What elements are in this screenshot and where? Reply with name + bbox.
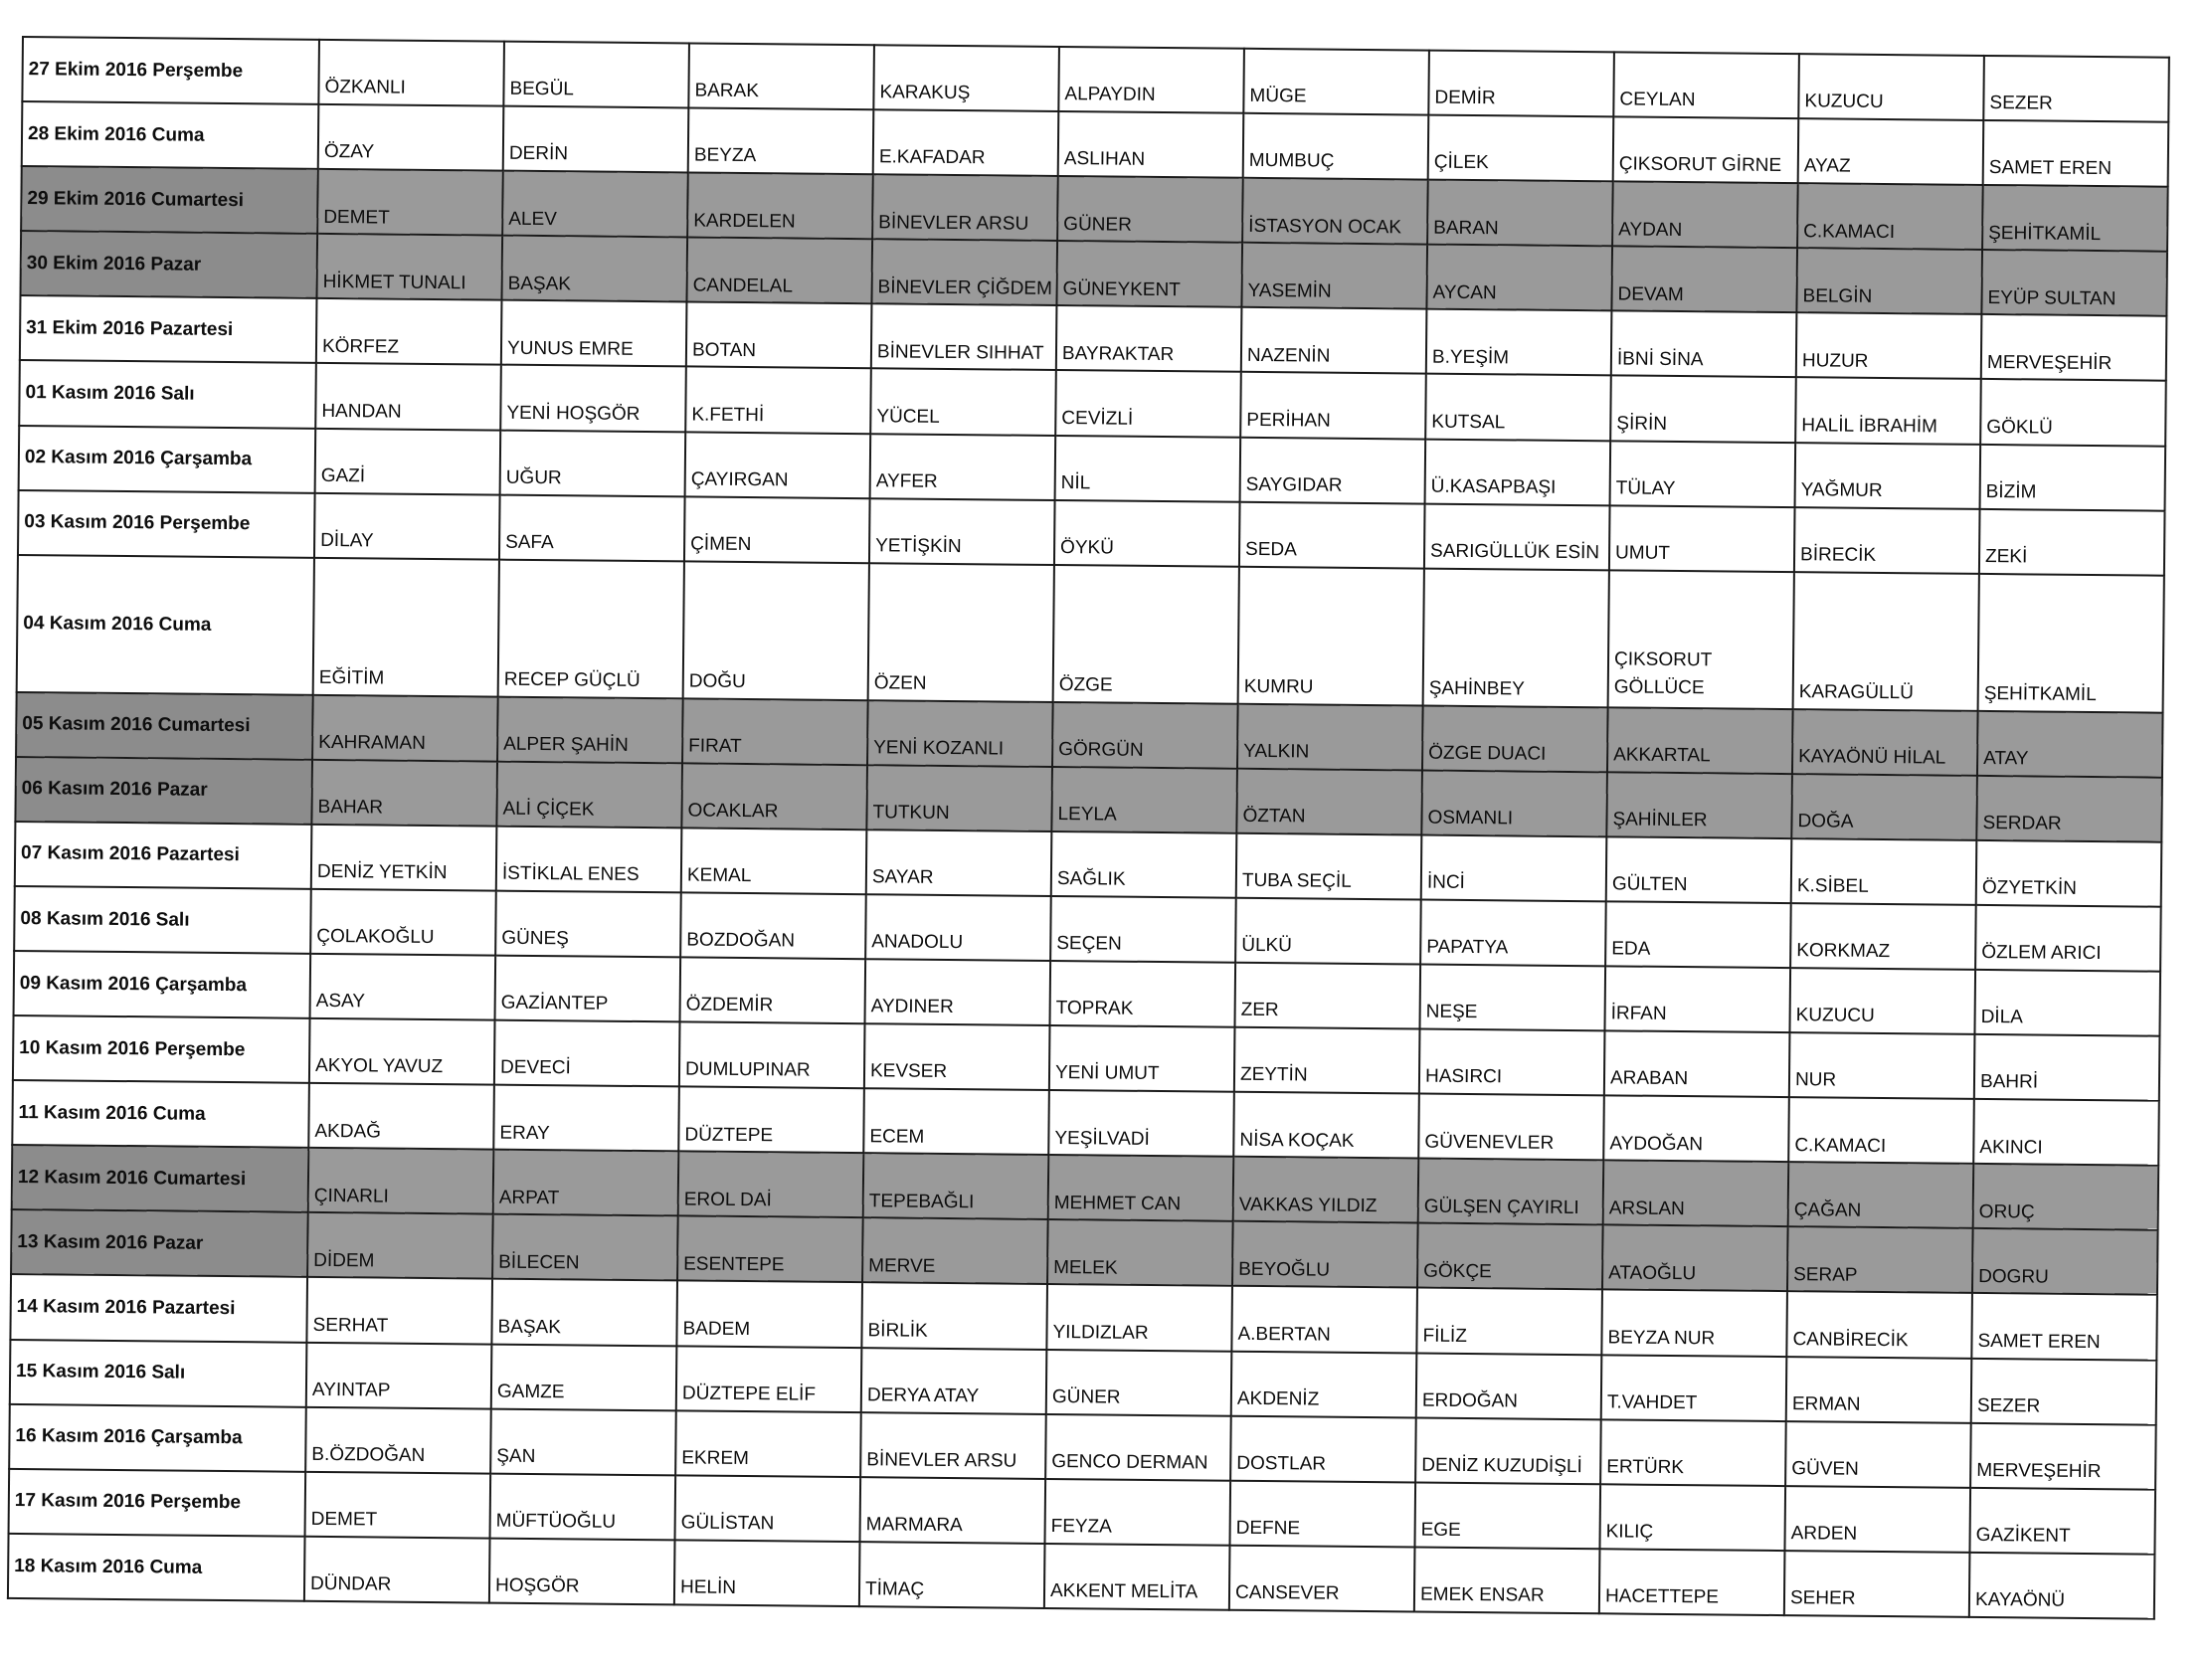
- pharmacy-cell: EYÜP SULTAN: [1981, 250, 2167, 316]
- pharmacy-cell: EGE: [1414, 1482, 1600, 1549]
- date-cell: 08 Kasım 2016 Salı: [14, 886, 311, 954]
- pharmacy-cell: YILDIZLAR: [1046, 1284, 1232, 1351]
- pharmacy-cell: ALİ ÇİÇEK: [496, 761, 682, 828]
- pharmacy-cell: DEMİR: [1428, 51, 1614, 117]
- date-cell: 27 Ekim 2016 Perşembe: [22, 37, 319, 104]
- pharmacy-cell: SAYGIDAR: [1240, 437, 1426, 503]
- pharmacy-cell: AKINCI: [1973, 1099, 2159, 1166]
- pharmacy-cell: BİRECİK: [1794, 507, 1980, 574]
- pharmacy-cell: SAĞLIK: [1051, 831, 1237, 898]
- pharmacy-cell: GÜLİSTAN: [675, 1475, 861, 1542]
- pharmacy-cell: İSTASYON OCAK: [1242, 178, 1428, 245]
- date-cell: 12 Kasım 2016 Cumartesi: [12, 1145, 309, 1212]
- pharmacy-cell: KAYAÖNÜ HİLAL: [1792, 709, 1978, 776]
- date-cell: 29 Ekim 2016 Cumartesi: [21, 166, 318, 234]
- pharmacy-cell: YUNUS EMRE: [501, 300, 687, 367]
- pharmacy-cell: OSMANLI: [1421, 770, 1607, 836]
- pharmacy-cell: KAYAÖNÜ: [1969, 1553, 2155, 1619]
- pharmacy-cell: CANBİRECİK: [1786, 1292, 1972, 1359]
- pharmacy-cell: AKKENT MELİTA: [1044, 1544, 1230, 1610]
- pharmacy-cell: AKDAĞ: [308, 1083, 494, 1150]
- pharmacy-cell: ZER: [1234, 963, 1420, 1029]
- date-cell: 06 Kasım 2016 Pazar: [15, 757, 312, 825]
- pharmacy-cell: DÜZTEPE ELİF: [676, 1346, 862, 1412]
- pharmacy-cell: YENİ HOŞGÖR: [500, 365, 686, 432]
- pharmacy-cell: SAYAR: [866, 830, 1052, 896]
- pharmacy-cell: GAZİANTEP: [495, 956, 681, 1022]
- pharmacy-cell: HOŞGÖR: [489, 1538, 675, 1604]
- pharmacy-cell: MÜFTÜOĞLU: [490, 1473, 676, 1540]
- pharmacy-cell: BİLECEN: [492, 1214, 678, 1281]
- pharmacy-cell: ÖZDEMİR: [680, 957, 866, 1023]
- pharmacy-cell: AYAZ: [1798, 118, 1984, 185]
- pharmacy-cell: İSTİKLAL ENES: [496, 826, 682, 892]
- pharmacy-cell: GÖKLÜ: [1980, 379, 2166, 446]
- pharmacy-cell: NİSA KOÇAK: [1233, 1092, 1419, 1159]
- pharmacy-cell: ÖZGE DUACI: [1422, 705, 1608, 772]
- pharmacy-cell: DEFNE: [1229, 1480, 1415, 1547]
- pharmacy-cell: BİNEVLER ARSU: [860, 1412, 1046, 1479]
- date-cell: 18 Kasım 2016 Cuma: [8, 1534, 305, 1601]
- pharmacy-cell: KARAGÜLLÜ: [1793, 572, 1979, 711]
- pharmacy-cell: SERDAR: [1976, 776, 2162, 842]
- pharmacy-cell: GÜVENEVLER: [1418, 1094, 1604, 1161]
- pharmacy-cell: İRFAN: [1604, 966, 1790, 1032]
- pharmacy-cell: KORKMAZ: [1790, 903, 1976, 970]
- pharmacy-cell: YEŞİLVADİ: [1048, 1090, 1234, 1157]
- pharmacy-cell: ESENTEPE: [677, 1216, 863, 1283]
- pharmacy-cell: EROL DAİ: [678, 1152, 864, 1218]
- pharmacy-cell: ÖZLEM ARICI: [1975, 905, 2161, 972]
- pharmacy-cell: BEYZA: [688, 108, 874, 175]
- pharmacy-cell: ŞİRİN: [1610, 376, 1796, 443]
- pharmacy-cell: GAZİ: [315, 428, 501, 494]
- pharmacy-cell: YALKIN: [1237, 703, 1423, 770]
- pharmacy-cell: BİNEVLER SIHHAT: [871, 304, 1057, 371]
- pharmacy-cell: EKREM: [675, 1410, 861, 1477]
- table-row: [17, 555, 2164, 713]
- pharmacy-cell: DENİZ KUZUDİŞLİ: [1415, 1417, 1601, 1484]
- pharmacy-cell: ARPAT: [493, 1150, 679, 1216]
- pharmacy-cell: T.VAHDET: [1601, 1355, 1787, 1421]
- pharmacy-cell: SEZER: [1971, 1358, 2157, 1424]
- pharmacy-cell: AYCAN: [1426, 245, 1612, 311]
- pharmacy-cell: DERYA ATAY: [861, 1348, 1047, 1414]
- pharmacy-cell: NİL: [1055, 436, 1241, 502]
- pharmacy-cell: BİNEVLER ARSU: [872, 174, 1058, 241]
- pharmacy-cell: ASLIHAN: [1058, 111, 1244, 178]
- pharmacy-cell: ERDOĞAN: [1416, 1353, 1602, 1419]
- pharmacy-cell: BİRLİK: [861, 1283, 1047, 1350]
- pharmacy-cell: ALPER ŞAHİN: [497, 696, 683, 763]
- date-cell: 07 Kasım 2016 Pazartesi: [15, 822, 312, 889]
- pharmacy-cell: ŞEHİTKAMİL: [1982, 185, 2168, 252]
- pharmacy-cell: BİNEVLER ÇİĞDEM: [871, 239, 1057, 305]
- duty-schedule-sheet: [7, 36, 2170, 1620]
- pharmacy-cell: ERMAN: [1786, 1357, 1972, 1423]
- pharmacy-cell: AYINTAP: [306, 1342, 492, 1408]
- pharmacy-cell: ŞAHİNLER: [1606, 772, 1792, 838]
- pharmacy-cell: SAMET EREN: [1983, 120, 2169, 187]
- pharmacy-cell: HELİN: [674, 1540, 860, 1606]
- pharmacy-cell: HANDAN: [315, 363, 501, 430]
- pharmacy-cell: BAHAR: [311, 760, 497, 827]
- pharmacy-cell: SARIGÜLLÜK ESİN: [1424, 503, 1610, 570]
- date-cell: 13 Kasım 2016 Pazar: [11, 1209, 308, 1277]
- pharmacy-cell: DEVAM: [1611, 247, 1797, 313]
- pharmacy-cell: AKKARTAL: [1607, 707, 1793, 774]
- pharmacy-cell: GÜNEYKENT: [1056, 241, 1242, 307]
- pharmacy-cell: AYFER: [870, 434, 1056, 500]
- pharmacy-cell: BEYOĞLU: [1232, 1221, 1418, 1288]
- pharmacy-cell: KAHRAMAN: [312, 694, 498, 761]
- pharmacy-cell: KEVSER: [864, 1023, 1050, 1090]
- pharmacy-cell: C.KAMACI: [1797, 183, 1983, 250]
- pharmacy-cell: SAFA: [499, 494, 685, 561]
- pharmacy-cell: TOPRAK: [1049, 961, 1235, 1027]
- pharmacy-cell: ÖZTAN: [1236, 768, 1422, 834]
- pharmacy-cell: ECEM: [863, 1088, 1049, 1155]
- pharmacy-cell: SEHER: [1784, 1551, 1970, 1617]
- pharmacy-cell: EDA: [1605, 901, 1791, 968]
- pharmacy-cell: ORUÇ: [1973, 1164, 2159, 1230]
- pharmacy-cell: KUTSAL: [1425, 374, 1611, 441]
- pharmacy-cell: KARDELEN: [687, 173, 873, 240]
- pharmacy-cell: HUZUR: [1796, 313, 1982, 380]
- pharmacy-cell: HİKMET TUNALI: [316, 234, 502, 300]
- pharmacy-cell: DEVECİ: [494, 1020, 680, 1087]
- pharmacy-cell: PERİHAN: [1240, 372, 1426, 439]
- pharmacy-cell: UĞUR: [500, 430, 686, 496]
- date-cell: 14 Kasım 2016 Pazartesi: [10, 1274, 307, 1342]
- pharmacy-cell: MARMARA: [860, 1477, 1046, 1544]
- pharmacy-cell: ŞEHİTKAMİL: [1978, 574, 2164, 713]
- pharmacy-cell: SERHAT: [306, 1277, 492, 1344]
- pharmacy-cell: PAPATYA: [1420, 899, 1606, 966]
- pharmacy-cell: DOĞA: [1791, 774, 1977, 840]
- date-cell: 15 Kasım 2016 Salı: [10, 1339, 307, 1406]
- pharmacy-cell: TÜLAY: [1610, 441, 1796, 507]
- pharmacy-cell: HALİL İBRAHİM: [1795, 378, 1981, 445]
- pharmacy-cell: MÜGE: [1243, 49, 1429, 115]
- pharmacy-cell: BAHRİ: [1974, 1034, 2160, 1101]
- date-cell: 28 Ekim 2016 Cuma: [22, 101, 319, 169]
- pharmacy-cell: MERVE: [862, 1218, 1048, 1285]
- pharmacy-cell: ÇINARLI: [308, 1148, 494, 1214]
- pharmacy-cell: BARAK: [688, 43, 874, 109]
- pharmacy-cell: ŞAHİNBEY: [1423, 568, 1609, 707]
- pharmacy-cell: EMEK ENSAR: [1414, 1547, 1600, 1613]
- pharmacy-cell: DEMET: [305, 1472, 491, 1539]
- pharmacy-cell: KUZUCU: [1789, 968, 1975, 1034]
- pharmacy-cell: NEŞE: [1419, 965, 1605, 1031]
- pharmacy-cell: GÜLŞEN ÇAYIRLI: [1418, 1159, 1604, 1225]
- pharmacy-cell: B.YEŞİM: [1426, 309, 1612, 376]
- pharmacy-cell: VAKKAS YILDIZ: [1233, 1157, 1419, 1223]
- pharmacy-cell: BOTAN: [686, 302, 872, 369]
- pharmacy-cell: ÖZGE: [1053, 565, 1239, 704]
- date-cell: 16 Kasım 2016 Çarşamba: [9, 1404, 306, 1472]
- date-cell: 02 Kasım 2016 Çarşamba: [19, 426, 316, 493]
- pharmacy-cell: GÖRGÜN: [1052, 702, 1238, 769]
- pharmacy-cell: YÜCEL: [870, 369, 1056, 436]
- pharmacy-cell: MUMBUÇ: [1243, 113, 1429, 180]
- pharmacy-cell: ARDEN: [1784, 1486, 1970, 1553]
- pharmacy-cell: ZEKİ: [1979, 509, 2165, 576]
- pharmacy-cell: ÇAĞAN: [1788, 1162, 1974, 1228]
- pharmacy-cell: ÜLKÜ: [1235, 898, 1421, 965]
- pharmacy-cell: FİLİZ: [1416, 1288, 1602, 1355]
- date-cell: 31 Ekim 2016 Pazartesi: [20, 295, 317, 363]
- pharmacy-cell: ANADOLU: [865, 894, 1051, 961]
- pharmacy-cell: HASIRCI: [1419, 1029, 1605, 1096]
- pharmacy-cell: YENİ UMUT: [1049, 1025, 1235, 1092]
- pharmacy-cell: DÜNDAR: [304, 1537, 490, 1603]
- pharmacy-cell: GÜVEN: [1785, 1421, 1971, 1488]
- pharmacy-cell: ZEYTİN: [1234, 1027, 1420, 1094]
- pharmacy-cell: DÜZTEPE: [678, 1087, 864, 1154]
- pharmacy-cell: MEHMET CAN: [1048, 1155, 1234, 1221]
- pharmacy-cell: BEGÜL: [503, 42, 689, 108]
- pharmacy-cell: GENCO DERMAN: [1045, 1414, 1231, 1481]
- pharmacy-cell: İBNİ SİNA: [1611, 311, 1797, 378]
- pharmacy-cell: KUZUCU: [1798, 54, 1984, 120]
- pharmacy-cell: E.KAFADAR: [873, 109, 1059, 176]
- date-cell: 03 Kasım 2016 Perşembe: [18, 490, 315, 558]
- pharmacy-cell: ÖZEN: [868, 563, 1054, 702]
- pharmacy-cell: ARABAN: [1604, 1030, 1790, 1097]
- pharmacy-cell: DEMET: [317, 169, 503, 236]
- pharmacy-cell: K.SİBEL: [1791, 838, 1977, 905]
- pharmacy-cell: RECEP GÜÇLÜ: [498, 559, 684, 698]
- pharmacy-cell: DOSTLAR: [1230, 1415, 1416, 1482]
- pharmacy-cell: AKDENİZ: [1231, 1351, 1417, 1417]
- pharmacy-cell: GÜNEŞ: [495, 890, 681, 957]
- pharmacy-cell: CANSEVER: [1229, 1546, 1415, 1612]
- pharmacy-cell: TUTKUN: [866, 765, 1052, 831]
- pharmacy-cell: DOĞU: [683, 561, 869, 700]
- pharmacy-cell: BOZDOĞAN: [680, 892, 866, 959]
- pharmacy-cell: ERAY: [493, 1085, 679, 1152]
- pharmacy-cell: HACETTEPE: [1599, 1549, 1785, 1615]
- pharmacy-cell: Ü.KASAPBAŞI: [1425, 439, 1611, 505]
- pharmacy-cell: YASEMİN: [1241, 243, 1427, 309]
- pharmacy-cell: MELEK: [1047, 1219, 1233, 1286]
- pharmacy-cell: GÜNER: [1057, 176, 1243, 243]
- pharmacy-cell: MERVEŞEHİR: [1970, 1423, 2156, 1490]
- pharmacy-cell: EĞİTİM: [313, 558, 499, 697]
- pharmacy-cell: BAŞAK: [491, 1279, 677, 1346]
- pharmacy-cell: MERVEŞEHİR: [1981, 314, 2167, 381]
- pharmacy-cell: KARAKUŞ: [873, 45, 1059, 111]
- pharmacy-cell: GAMZE: [491, 1344, 677, 1410]
- pharmacy-cell: SEDA: [1239, 501, 1425, 568]
- pharmacy-cell: UMUT: [1609, 505, 1795, 572]
- date-cell: 05 Kasım 2016 Cumartesi: [16, 692, 313, 760]
- pharmacy-cell: ŞAN: [490, 1408, 676, 1475]
- pharmacy-cell: DERİN: [503, 106, 689, 173]
- pharmacy-duty-table: [7, 36, 2170, 1620]
- pharmacy-cell: KILIÇ: [1599, 1484, 1785, 1551]
- pharmacy-cell: ÖZYETKİN: [1976, 840, 2162, 907]
- pharmacy-cell: ARSLAN: [1603, 1161, 1789, 1227]
- pharmacy-cell: BAŞAK: [501, 236, 687, 302]
- pharmacy-cell: ALPAYDIN: [1058, 47, 1244, 113]
- pharmacy-cell: ÇİMEN: [684, 496, 870, 563]
- pharmacy-cell: C.KAMACI: [1788, 1097, 1974, 1164]
- pharmacy-cell: YAĞMUR: [1795, 443, 1981, 509]
- pharmacy-cell: YENİ KOZANLI: [867, 700, 1053, 767]
- pharmacy-cell: ÖZAY: [318, 104, 504, 171]
- pharmacy-cell: OCAKLAR: [681, 763, 867, 830]
- pharmacy-cell: A.BERTAN: [1231, 1286, 1417, 1353]
- pharmacy-cell: DİLA: [1974, 970, 2160, 1036]
- pharmacy-cell: CEYLAN: [1613, 52, 1799, 118]
- pharmacy-cell: GÜNER: [1046, 1349, 1232, 1415]
- pharmacy-cell: BİZİM: [1980, 444, 2166, 510]
- pharmacy-cell: DİLAY: [314, 493, 500, 560]
- pharmacy-cell: AYDINER: [865, 959, 1051, 1025]
- pharmacy-cell: K.FETHİ: [685, 367, 871, 434]
- date-cell: 30 Ekim 2016 Pazar: [20, 231, 317, 298]
- pharmacy-cell: BARAN: [1427, 180, 1613, 247]
- pharmacy-cell: TİMAÇ: [859, 1542, 1045, 1608]
- pharmacy-cell: SAMET EREN: [1971, 1293, 2157, 1360]
- pharmacy-cell: ÇİLEK: [1428, 115, 1614, 182]
- pharmacy-cell: KÖRFEZ: [316, 298, 502, 365]
- pharmacy-cell: ÇIKSORUT GİRNE: [1613, 116, 1799, 183]
- date-cell: 10 Kasım 2016 Perşembe: [13, 1015, 310, 1083]
- date-cell: 11 Kasım 2016 Cuma: [12, 1080, 309, 1148]
- date-cell: 17 Kasım 2016 Perşembe: [9, 1469, 306, 1537]
- pharmacy-cell: BELGİN: [1796, 248, 1982, 314]
- pharmacy-cell: ÖYKÜ: [1054, 500, 1240, 567]
- pharmacy-cell: DUMLUPINAR: [679, 1021, 865, 1088]
- pharmacy-cell: TUBA SEÇİL: [1236, 833, 1422, 900]
- date-cell: 04 Kasım 2016 Cuma: [17, 555, 314, 695]
- table-body: [8, 37, 2169, 1619]
- pharmacy-cell: YETİŞKİN: [869, 498, 1055, 565]
- pharmacy-cell: GAZİKENT: [1969, 1488, 2155, 1555]
- pharmacy-cell: SEÇEN: [1050, 896, 1236, 963]
- pharmacy-cell: GÖKÇE: [1417, 1223, 1603, 1290]
- pharmacy-cell: SERAP: [1787, 1226, 1973, 1293]
- pharmacy-cell: DİDEM: [307, 1212, 493, 1279]
- pharmacy-cell: NAZENİN: [1241, 307, 1427, 374]
- pharmacy-cell: BAYRAKTAR: [1056, 305, 1242, 372]
- pharmacy-cell: LEYLA: [1051, 767, 1237, 833]
- pharmacy-cell: AKYOL YAVUZ: [309, 1018, 495, 1085]
- pharmacy-cell: AYDOĞAN: [1603, 1095, 1789, 1162]
- pharmacy-cell: CANDELAL: [686, 238, 872, 304]
- pharmacy-cell: İNCİ: [1421, 834, 1607, 901]
- pharmacy-cell: ÇOLAKOĞLU: [310, 889, 496, 956]
- pharmacy-cell: ATAOĞLU: [1602, 1225, 1788, 1292]
- pharmacy-cell: NUR: [1789, 1032, 1975, 1099]
- pharmacy-cell: ALEV: [502, 171, 688, 238]
- pharmacy-cell: DENİZ YETKİN: [311, 825, 497, 891]
- pharmacy-cell: FEYZA: [1044, 1479, 1230, 1546]
- pharmacy-cell: ASAY: [310, 954, 496, 1020]
- pharmacy-cell: B.ÖZDOĞAN: [305, 1406, 491, 1473]
- pharmacy-cell: GÜLTEN: [1606, 836, 1792, 903]
- pharmacy-cell: AYDAN: [1612, 182, 1798, 249]
- date-cell: 01 Kasım 2016 Salı: [19, 360, 316, 428]
- pharmacy-cell: BADEM: [676, 1281, 862, 1348]
- pharmacy-cell: TEPEBAĞLI: [863, 1153, 1049, 1219]
- pharmacy-cell: ERTÜRK: [1600, 1419, 1786, 1486]
- pharmacy-cell: CEVİZLİ: [1055, 370, 1241, 437]
- pharmacy-cell: ÇIKSORUT GÖLLÜCE: [1608, 570, 1794, 709]
- date-cell: 09 Kasım 2016 Çarşamba: [14, 951, 311, 1018]
- pharmacy-cell: ÇAYIRGAN: [685, 432, 871, 498]
- pharmacy-cell: ÖZKANLI: [318, 40, 504, 106]
- pharmacy-cell: ATAY: [1977, 711, 2163, 778]
- pharmacy-cell: KEMAL: [681, 828, 867, 894]
- pharmacy-cell: BEYZA NUR: [1601, 1290, 1787, 1357]
- pharmacy-cell: KUMRU: [1238, 567, 1424, 706]
- pharmacy-cell: FIRAT: [682, 698, 868, 765]
- pharmacy-cell: DOGRU: [1972, 1228, 2158, 1295]
- pharmacy-cell: SEZER: [1983, 56, 2169, 122]
